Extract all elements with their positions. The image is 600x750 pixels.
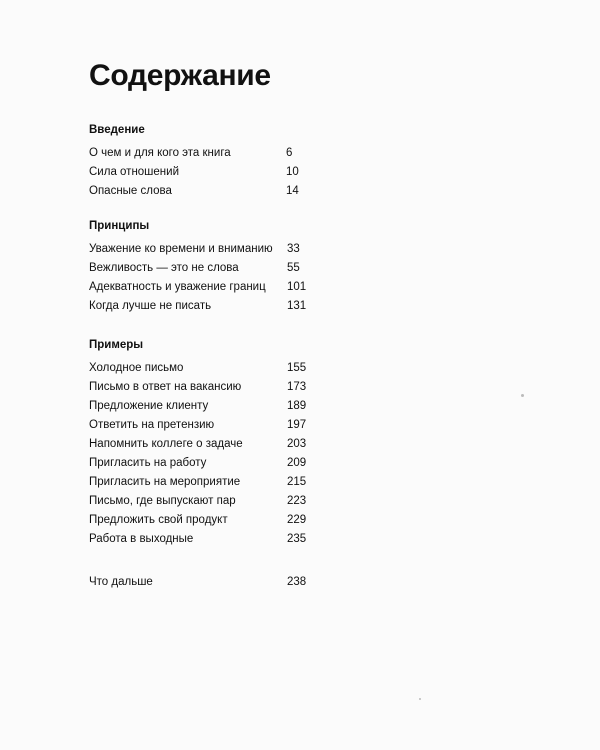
toc-entry [89, 397, 319, 416]
section-heading: Примеры [89, 339, 144, 351]
toc-entry-title: Когда лучше не писать [89, 300, 212, 312]
toc-entry-title: Письмо в ответ на вакансию [89, 381, 242, 393]
toc-entry [89, 144, 319, 163]
toc-entry-title: Адекватность и уважение границ [89, 281, 266, 293]
toc-entry-title: Предложить свой продукт [89, 514, 228, 526]
toc-entry-title: Что дальше [89, 576, 153, 588]
toc-entry-title: Пригласить на работу [89, 457, 207, 469]
toc-entry-title: Напомнить коллеге о задаче [89, 438, 243, 450]
toc-entry [89, 473, 319, 492]
toc-entry-page: 155 [287, 362, 307, 374]
toc-entry-title: О чем и для кого эта книга [89, 147, 231, 159]
toc-section-introduction [89, 123, 319, 201]
toc-entry [89, 492, 319, 511]
toc-entry-title: Холодное письмо [89, 362, 184, 374]
toc-entry [89, 278, 319, 297]
toc-entry [89, 259, 319, 278]
page-title: Содержание [89, 59, 271, 92]
toc-entry-page: 33 [287, 243, 300, 255]
toc-section-principles [89, 219, 319, 316]
toc-entry [89, 435, 319, 454]
toc-entry [89, 573, 319, 592]
toc-section-examples [89, 338, 319, 549]
toc-entry [89, 511, 319, 530]
toc-entry-page: 55 [287, 262, 300, 274]
toc-entry [89, 182, 319, 201]
toc-entry-title: Уважение ко времени и вниманию [89, 243, 273, 255]
table-of-contents [89, 123, 319, 610]
toc-entry-page: 131 [287, 300, 307, 312]
toc-entry-page: 197 [287, 419, 307, 431]
toc-entry-title: Опасные слова [89, 185, 172, 197]
toc-entry-title: Вежливость — это не слова [89, 262, 239, 274]
toc-entry-page: 235 [287, 533, 307, 545]
toc-entry-title: Письмо, где выпускают пар [89, 495, 236, 507]
toc-section-closing [89, 573, 319, 592]
toc-entry-page: 229 [287, 514, 307, 526]
toc-entry-page: 14 [286, 185, 299, 197]
toc-entry-page: 6 [286, 147, 293, 159]
toc-entry-page: 238 [287, 576, 307, 588]
toc-entry-page: 209 [287, 457, 307, 469]
toc-entry-title: Пригласить на мероприятие [89, 476, 241, 488]
section-heading: Введение [89, 124, 145, 136]
toc-entry-page: 173 [287, 381, 307, 393]
toc-entry [89, 454, 319, 473]
toc-entry-page: 189 [287, 400, 307, 412]
scan-speck [521, 394, 524, 397]
toc-entry-page: 10 [286, 166, 299, 178]
toc-entry-title: Сила отношений [89, 166, 180, 178]
toc-entry-title: Работа в выходные [89, 533, 194, 545]
toc-entry [89, 163, 319, 182]
toc-entry-page: 101 [287, 281, 307, 293]
toc-entry [89, 297, 319, 316]
section-heading: Принципы [89, 220, 150, 232]
toc-entry [89, 240, 319, 259]
scan-speck [419, 698, 421, 700]
toc-entry-page: 223 [287, 495, 307, 507]
toc-entry-page: 203 [287, 438, 307, 450]
toc-entry-page: 215 [287, 476, 307, 488]
toc-entry [89, 378, 319, 397]
toc-entry [89, 416, 319, 435]
toc-entry [89, 359, 319, 378]
toc-entry-title: Предложение клиенту [89, 400, 209, 412]
toc-entry [89, 530, 319, 549]
toc-entry-title: Ответить на претензию [89, 419, 215, 431]
